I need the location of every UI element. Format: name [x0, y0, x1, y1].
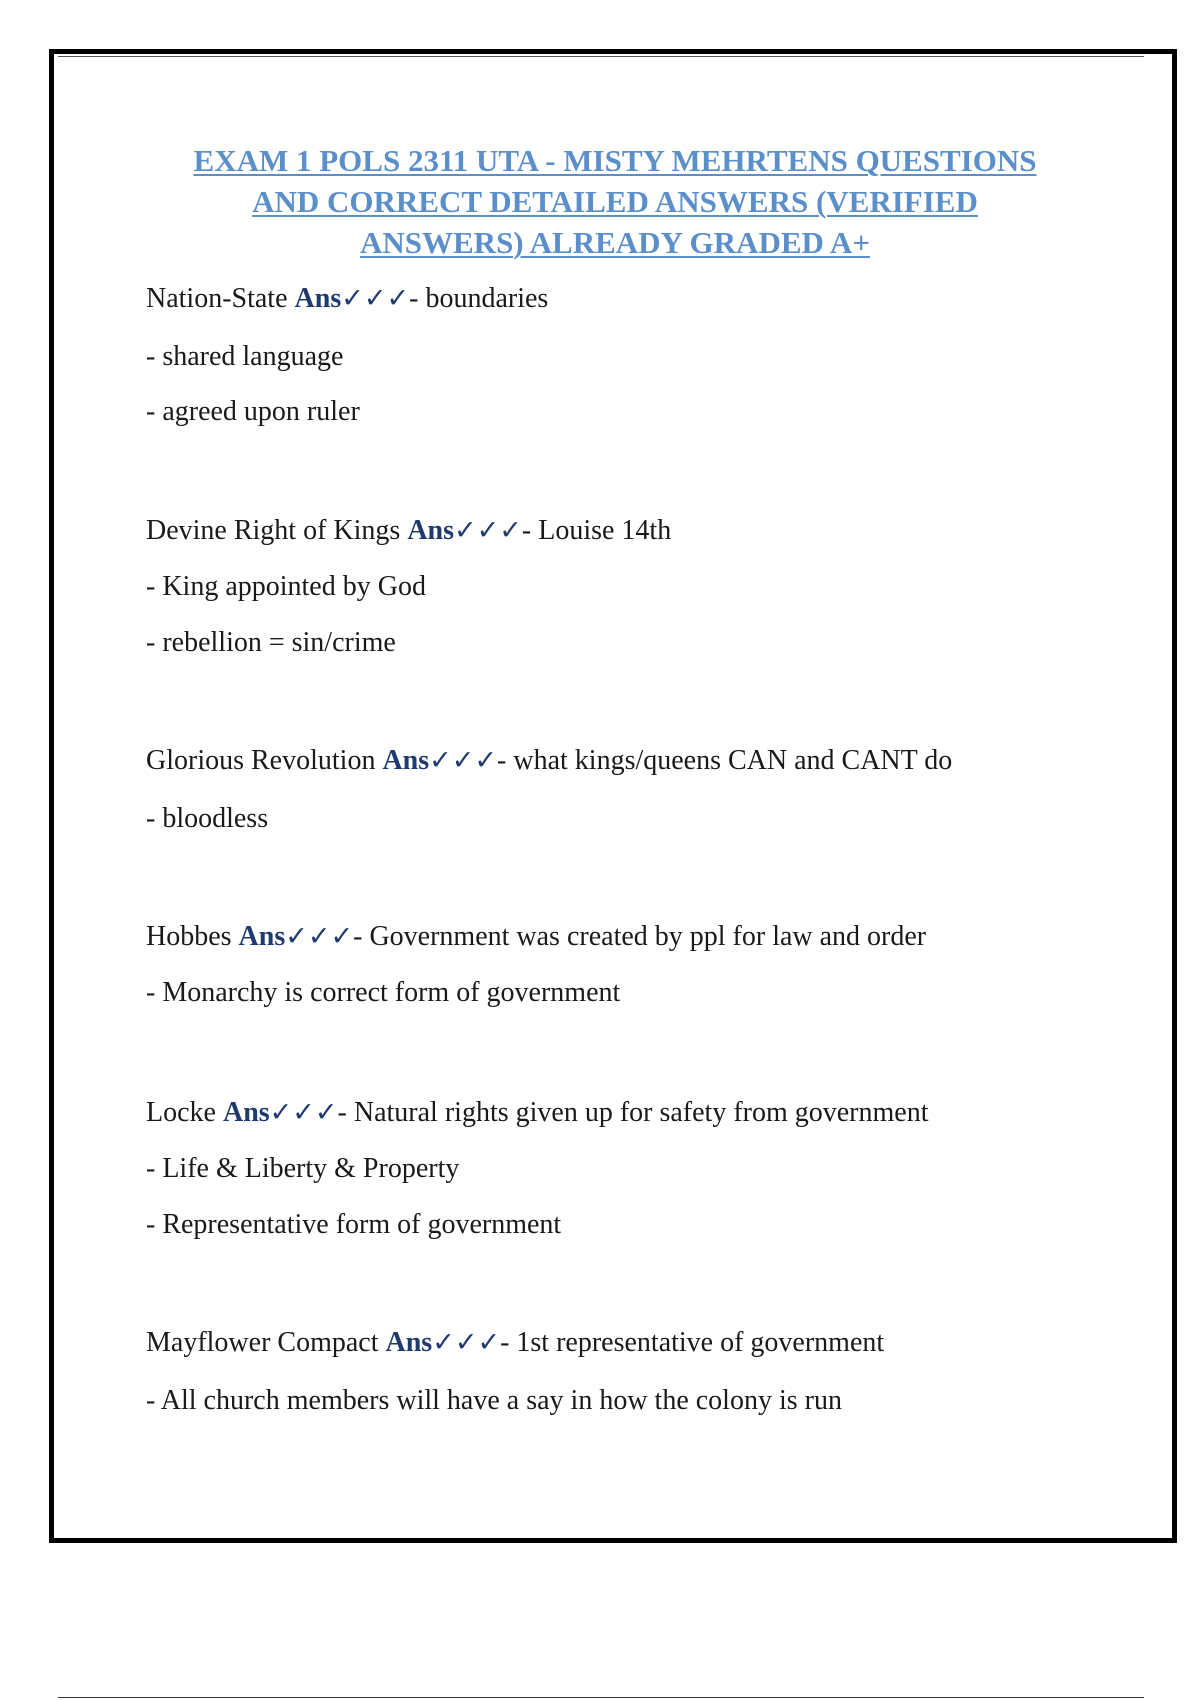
- qa-entry: [146, 283, 548, 428]
- qa-term: Mayflower Compact: [146, 1327, 379, 1358]
- qa-term: Hobbes: [146, 921, 232, 952]
- qa-entry: [146, 515, 671, 659]
- document-title: [140, 140, 1090, 263]
- qa-question-line: [146, 515, 671, 547]
- qa-definition: 1st representative of government: [516, 1327, 885, 1358]
- answer-marker: Ans: [238, 921, 286, 952]
- qa-detail: - King appointed by God: [146, 571, 426, 602]
- title-line-2: AND CORRECT DETAILED ANSWERS (VERIFIED: [252, 184, 978, 219]
- answer-marker: Ans: [294, 283, 342, 314]
- qa-detail: - All church members will have a say in how the colony is run: [146, 1385, 842, 1416]
- qa-term: Locke: [146, 1097, 216, 1128]
- check-marks-icon: ✓✓✓: [341, 283, 410, 314]
- check-marks-icon: ✓✓✓: [454, 515, 522, 546]
- answer-separator: -: [353, 921, 370, 952]
- qa-definition: boundaries: [425, 283, 549, 314]
- check-marks-icon: ✓✓✓: [429, 745, 498, 776]
- qa-detail: - Monarchy is correct form of government: [146, 977, 621, 1008]
- qa-entry: [146, 1097, 929, 1241]
- qa-entry: [146, 921, 926, 1009]
- qa-term: Devine Right of Kings: [146, 515, 401, 546]
- check-marks-icon: ✓✓✓: [285, 921, 354, 952]
- top-rule: [58, 56, 1144, 57]
- qa-definition: Louise 14th: [538, 515, 672, 546]
- title-line-1: EXAM 1 POLS 2311 UTA - MISTY MEHRTENS QUESTIONS: [193, 143, 1037, 178]
- qa-question-line: [146, 283, 548, 315]
- qa-question-line: [146, 1327, 884, 1359]
- answer-separator: -: [497, 745, 514, 776]
- answer-separator: -: [521, 515, 539, 546]
- qa-entry: [146, 745, 952, 835]
- qa-detail: - bloodless: [146, 803, 269, 834]
- qa-question-line: [146, 745, 952, 777]
- qa-detail: - agreed upon ruler: [146, 396, 360, 427]
- qa-definition: what kings/queens CAN and CANT do: [513, 745, 953, 776]
- check-marks-icon: ✓✓✓: [432, 1327, 501, 1358]
- answer-marker: Ans: [222, 1097, 270, 1128]
- bottom-rule: [58, 1697, 1144, 1698]
- qa-detail: - shared language: [146, 341, 344, 372]
- qa-question-line: [146, 1097, 929, 1129]
- title-line-3: ANSWERS) ALREADY GRADED A+: [359, 225, 870, 260]
- qa-term: Glorious Revolution: [146, 745, 376, 776]
- answer-separator: -: [337, 1097, 354, 1128]
- answer-separator: -: [500, 1327, 517, 1358]
- answer-marker: Ans: [407, 515, 455, 546]
- qa-term: Nation-State: [146, 283, 288, 314]
- answer-marker: Ans: [385, 1327, 433, 1358]
- qa-detail: - rebellion = sin/crime: [146, 627, 396, 658]
- check-marks-icon: ✓✓✓: [269, 1097, 338, 1128]
- qa-detail: - Life & Liberty & Property: [146, 1153, 460, 1184]
- qa-entry: [146, 1327, 884, 1417]
- answer-marker: Ans: [382, 745, 430, 776]
- answer-separator: -: [409, 283, 426, 314]
- qa-question-line: [146, 921, 926, 953]
- qa-detail: - Representative form of government: [146, 1209, 562, 1240]
- qa-definition: Government was created by ppl for law and order: [369, 921, 927, 952]
- qa-definition: Natural rights given up for safety from government: [353, 1097, 929, 1128]
